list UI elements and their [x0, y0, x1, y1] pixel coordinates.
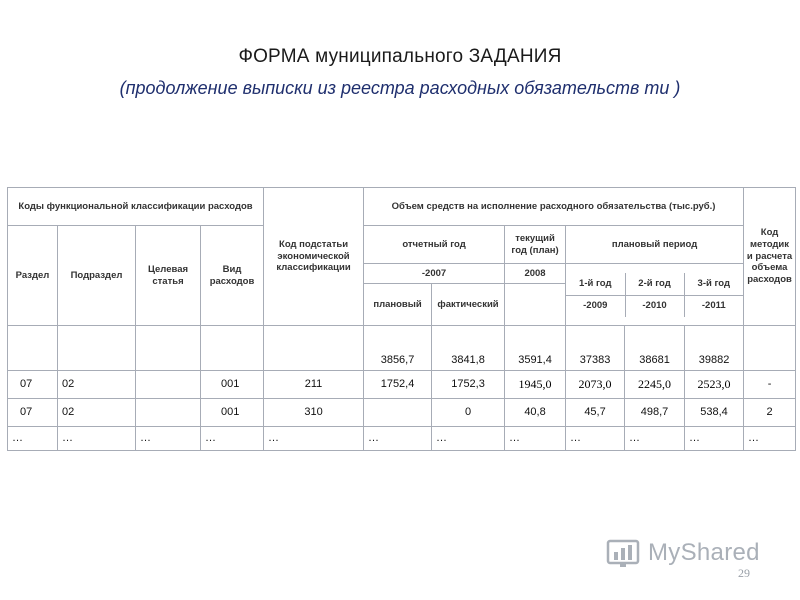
- table-cell: [264, 326, 364, 371]
- header-target-article: Целевая статья: [136, 226, 201, 326]
- header-year-3-value: -2011: [701, 300, 726, 312]
- page-subtitle: (продолжение выписки из реестра расходных обязательств ти ): [119, 78, 681, 98]
- header-year-3: 3-й год: [684, 273, 743, 296]
- table-cell: 3841,8: [432, 326, 505, 371]
- header-report-year-value: -2007: [364, 264, 505, 284]
- table-cell: …: [364, 427, 432, 451]
- table-cell: …: [432, 427, 505, 451]
- header-plan-period: плановый период: [566, 226, 744, 264]
- table-cell: 001: [201, 399, 264, 427]
- header-subsection: Подраздел: [58, 226, 136, 326]
- table-cell: …: [505, 427, 566, 451]
- table-cell: 498,7: [625, 399, 685, 427]
- table-cell: 3856,7: [364, 326, 432, 371]
- table-cell: 1752,3: [432, 371, 505, 399]
- table-cell: 40,8: [505, 399, 566, 427]
- table-cell: …: [136, 427, 201, 451]
- header-section: Раздел: [8, 226, 58, 326]
- table-row: [8, 399, 796, 427]
- table-cell: …: [201, 427, 264, 451]
- table-cell: 0: [432, 399, 505, 427]
- table-row: [8, 427, 796, 451]
- table-cell: …: [58, 427, 136, 451]
- logo-text: MyShared: [648, 539, 760, 566]
- table-cell: …: [8, 427, 58, 451]
- header-actual: фактический: [432, 284, 505, 326]
- table-row: [8, 371, 796, 399]
- page-title: ФОРМА муниципального ЗАДАНИЯ: [238, 46, 562, 67]
- table-cell: 310: [264, 399, 364, 427]
- table-cell: [136, 326, 201, 371]
- table-cell: …: [744, 427, 796, 451]
- table-cell: [201, 326, 264, 371]
- header-subarticle-code: Код подстатьи экономической классификации: [264, 188, 364, 326]
- bar-chart-logo-icon: [606, 537, 642, 569]
- table-cell: 1752,4: [364, 371, 432, 399]
- table-cell: 07: [8, 371, 58, 399]
- myshared-logo: [606, 537, 760, 569]
- header-year-2: 2-й год: [625, 273, 684, 296]
- header-report-year: отчетный год: [364, 226, 505, 264]
- header-current-year-value: 2008: [505, 264, 566, 284]
- table-cell: 2: [744, 399, 796, 427]
- header-func-classification: Коды функциональной классификации расходов: [8, 188, 264, 226]
- table-cell: 37383: [566, 326, 625, 371]
- table-cell: …: [625, 427, 685, 451]
- header-volume: Объем средств на исполнение расходного обязательства (тыс.руб.): [364, 188, 744, 226]
- table-cell: 38681: [625, 326, 685, 371]
- table-cell: 538,4: [685, 399, 744, 427]
- header-method-code: Код методик и расчета объема расходов: [744, 188, 796, 326]
- table-cell: 2073,0: [566, 371, 625, 399]
- header-year-1: 1-й год: [566, 273, 625, 296]
- table-cell: 211: [264, 371, 364, 399]
- header-plan-years: [566, 264, 744, 326]
- table-cell: 39882: [685, 326, 744, 371]
- table-cell: 2523,0: [685, 371, 744, 399]
- table-cell: 07: [8, 399, 58, 427]
- table-cell: …: [264, 427, 364, 451]
- table-cell: -: [744, 371, 796, 399]
- table-cell: …: [685, 427, 744, 451]
- table-cell: 2245,0: [625, 371, 685, 399]
- table-cell: 1945,0: [505, 371, 566, 399]
- expense-register-table: [7, 187, 796, 451]
- table-cell: [58, 326, 136, 371]
- table-cell: 02: [58, 371, 136, 399]
- table-cell: 3591,4: [505, 326, 566, 371]
- table-cell: [364, 399, 432, 427]
- header-year-1-value: -2009: [566, 295, 625, 317]
- table-cell: [136, 371, 201, 399]
- table-cell: 001: [201, 371, 264, 399]
- table-cell: 02: [58, 399, 136, 427]
- table-cell: …: [566, 427, 625, 451]
- header-expense-type: Вид расходов: [201, 226, 264, 326]
- table-cell: [8, 326, 58, 371]
- table-cell: 45,7: [566, 399, 625, 427]
- header-current-empty: [505, 284, 566, 326]
- table-row: [8, 326, 796, 371]
- header-planned: плановый: [364, 284, 432, 326]
- header-current-year: текущий год (план): [505, 226, 566, 264]
- page-number: 29: [738, 566, 750, 580]
- table-cell: [744, 326, 796, 371]
- table-cell: [136, 399, 201, 427]
- header-year-2-value: -2010: [625, 295, 684, 317]
